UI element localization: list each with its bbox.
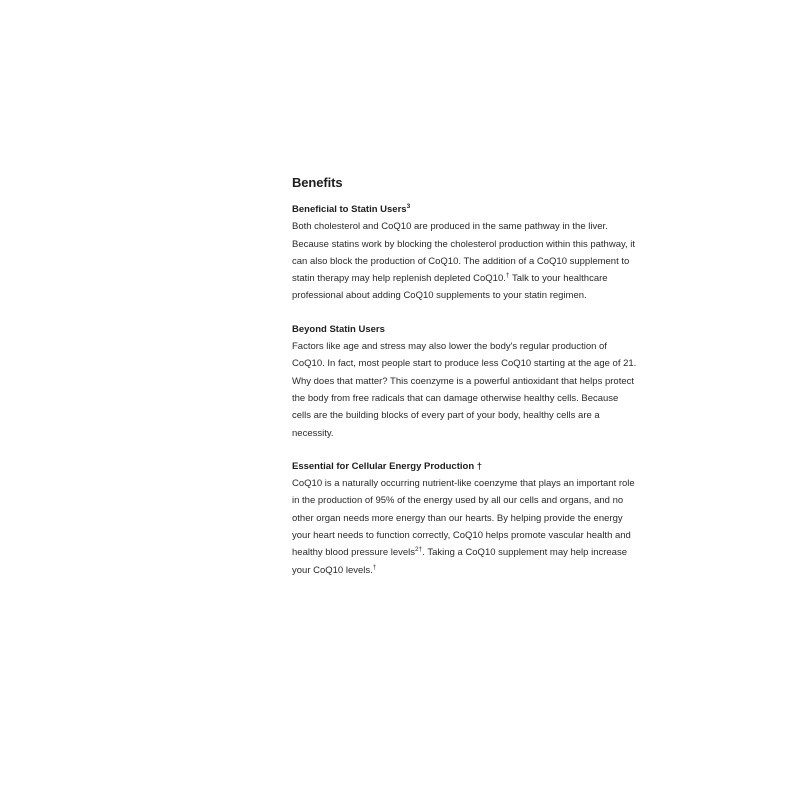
- section-cellular-energy: [292, 458, 637, 579]
- section-body-text: Both cholesterol and CoQ10 are produced in the same pathway in the liver. Because statins work by blocking the cholesterol production within this pathway, it can also block the production of CoQ10. The addition of a CoQ10 supplement to statin therapy may help replenish depleted CoQ10.: [292, 221, 636, 285]
- footnote-marker: 3: [406, 202, 411, 210]
- section-body-beyond-statin-users: Factors like age and stress may also lower the body's regular production of CoQ10. In fact, most people start to produce less CoQ10 starting at the age of 21. Why does that matter? This coenzyme is a powerful antioxidant that helps protect the body from free radicals that can damage otherwise healthy cells. Because cells are the building blocks of every part of your body, healthy cells are a necessity.: [292, 341, 637, 439]
- section-body-text: Talk to your healthcare professional about adding CoQ10 supplements to your statin regimen.: [292, 273, 608, 302]
- section-heading-text: Beneficial to Statin Users: [292, 204, 407, 215]
- section-body-text: CoQ10 is a naturally occurring nutrient-like coenzyme that plays an important role in the production of 95% of the energy used by all our cells and organs, and no other organ needs more energy than our hearts. By helping provide the energy your heart needs to function correctly, CoQ10 helps promote vascular health and healthy blood pressure levels: [292, 478, 635, 559]
- footnote-marker: †: [505, 272, 510, 280]
- benefits-content: [292, 174, 637, 595]
- section-body-cellular-energy: [292, 475, 637, 579]
- benefits-title: Benefits: [292, 175, 343, 190]
- section-beyond-statin-users: [292, 321, 637, 442]
- section-heading-statin-users: [292, 201, 637, 218]
- footnote-marker: 2†: [415, 546, 423, 554]
- section-body-statin-users: [292, 218, 637, 304]
- section-body-text: . Taking a CoQ10 supplement may help increase your CoQ10 levels.: [292, 547, 627, 576]
- section-heading-cellular-energy: Essential for Cellular Energy Production †: [292, 460, 483, 472]
- section-heading-beyond-statin-users: Beyond Statin Users: [292, 323, 385, 335]
- section-statin-users: [292, 201, 637, 305]
- footnote-marker: †: [372, 563, 377, 571]
